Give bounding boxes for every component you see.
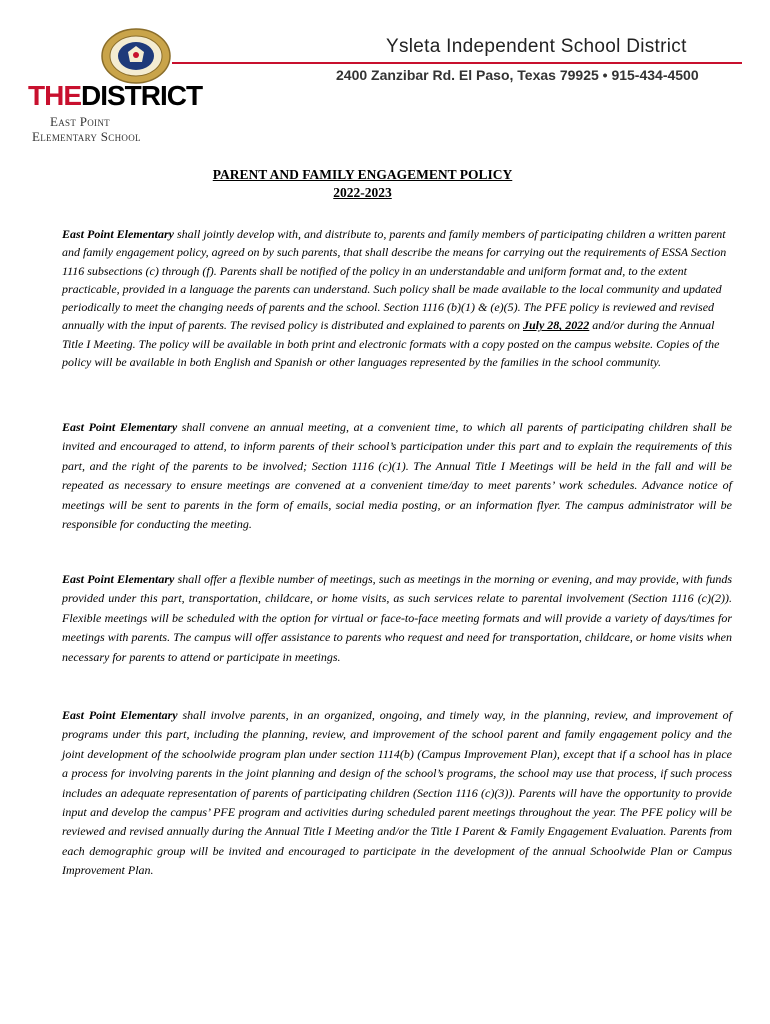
school-name-bold: East Point Elementary <box>62 227 175 241</box>
paragraph-annual-meeting <box>62 418 732 534</box>
school-name-bold: East Point Elementary <box>62 572 175 586</box>
paragraph-text: shall jointly develop with, and distribute to, parents and family members of participating children a written parent and family engagement policy, agreed on by such parents, that shall describe the means for carrying out the requirements of ESSA Section 1116 subsections (c) through (f). Parents shall be notified of the policy in an understandable and uniform format and, to the extent practicable, provided in a language the parents can understand. Such policy shall be made available to the local community and updated periodically to meet the changing needs of parents and the school. Section 1116 (b)(1) & (e)(5). The PFE policy is reviewed and revised annually with the input of parents. The revised policy is distributed and explained to parents on <box>62 227 727 333</box>
district-name: Ysleta Independent School District <box>386 36 687 57</box>
paragraph-text: shall offer a flexible number of meetings, such as meetings in the morning or evening, and may provide, with funds provided under this part, transportation, childcare, or home visits, as such services relate to parental involvement (Section 1116 (c)(2)). Flexible meetings will be scheduled with the option for virtual or face-to-face meeting formats and will provide a variety of days/times for meetings with parents. The campus will offer assistance to parents who request and need for transportation, childcare, or home visits when necessary for parents to attend or participate in meetings. <box>62 572 732 664</box>
document-year <box>0 185 725 201</box>
logo-district: DISTRICT <box>81 80 203 111</box>
distribution-date: July 28, 2022 <box>522 318 590 333</box>
document-title-text: PARENT AND FAMILY ENGAGEMENT POLICY <box>212 167 513 182</box>
school-name-line1: East Point <box>50 114 110 129</box>
the-district-logo <box>28 82 202 110</box>
district-address: 2400 Zanzibar Rd. El Paso, Texas 79925 • 915-434-4500 <box>336 67 699 83</box>
paragraph-text: and/or during the Annual Title I Meeting. The policy will be available in both print and electronic formats with a copy posted on the campus website. Copies of the policy will be available in both English and Spanish or other languages represented by the families in the school community. <box>62 318 720 370</box>
paragraph-text: shall convene an annual meeting, at a convenient time, to which all parents of participating children shall be invited and encouraged to attend, to inform parents of their school’s participation under this part and to explain the requirements of this part, and the right of the parents to be involved; Section 1116 (c)(1). The Annual Title I Meetings will be held in the fall and will be repeated as necessary to ensure meetings are convened at a convenient time/day to meet parents’ work schedules. Advance notice of meetings will be sent to parents in the form of emails, social media posting, or an information flyer. The campus administrator will be responsible for conducting the meeting. <box>62 420 732 532</box>
paragraph-parent-involvement <box>62 706 732 881</box>
school-name-line2: Elementary School <box>32 129 141 144</box>
document-title <box>0 167 725 183</box>
district-seal-logo <box>100 28 172 84</box>
logo-the: THE <box>28 80 81 111</box>
paragraph-policy-development <box>62 225 732 371</box>
header-divider <box>172 62 742 64</box>
paragraph-text: shall involve parents, in an organized, ongoing, and timely way, in the planning, review, and improvement of programs under this part, including the planning, review, and improvement of the school parent and family engagement policy and the joint development of the schoolwide program plan under section 1114(b) (Campus Improvement Plan), except that if a school has in place a process for involving parents in the joint planning and design of the school’s programs, the school may use that process, if such process includes an adequate representation of parents of participating children (Section 1116 (c)(3)). Parents will have the opportunity to provide input and develop the campus’ PFE program and activities during scheduled parent meetings throughout the year. The PFE policy will be reviewed and revised annually during the Annual Title I Meeting and/or the Title I Parent & Family Engagement Evaluation. Parents from each demographic group will be invited and encouraged to participate in the development of the annual Schoolwide Plan or Campus Improvement Plan. <box>62 708 732 878</box>
school-name-bold: East Point Elementary <box>62 420 178 434</box>
document-year-text: 2022-2023 <box>333 185 392 200</box>
school-name-bold: East Point Elementary <box>62 708 178 722</box>
paragraph-flexible-meetings <box>62 570 732 667</box>
